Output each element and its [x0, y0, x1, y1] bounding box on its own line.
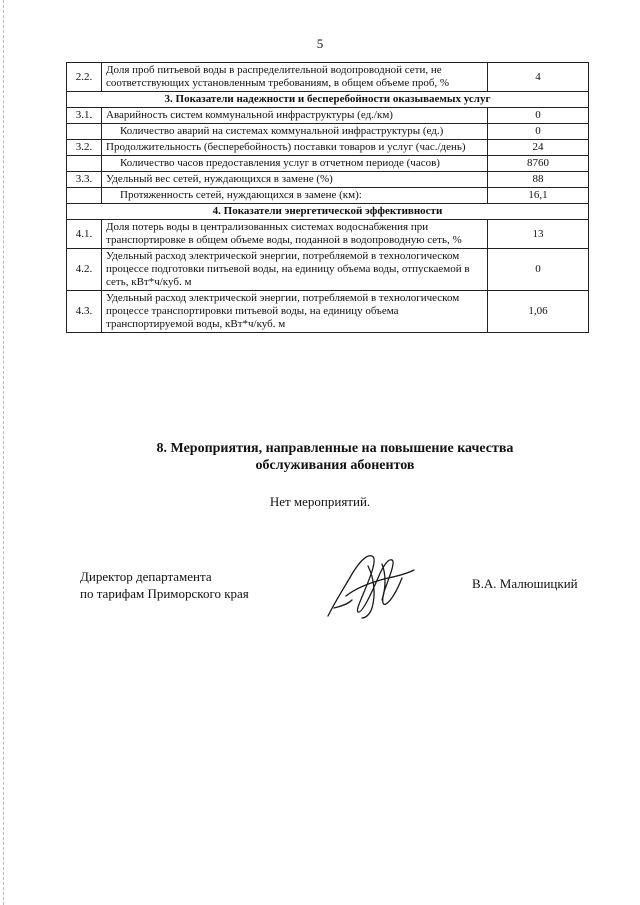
- row-value: 16,1: [488, 188, 589, 204]
- page-number: 5: [316, 36, 324, 51]
- row-label: Количество аварий на системах коммунальной инфраструктуры (ед.): [102, 124, 488, 140]
- row-number: 4.1.: [67, 220, 102, 249]
- handwritten-signature: [322, 548, 418, 622]
- row-value: 24: [488, 140, 589, 156]
- row-value: 0: [488, 124, 589, 140]
- row-label: Удельный расход электрической энергии, потребляемой в технологическом процессе транспортировки питьевой воды, на единицу объема транспортируемой воды, кВт*ч/куб. м: [102, 291, 488, 333]
- signatory-title-line-2: по тарифам Приморского края: [80, 586, 249, 601]
- table-row: [67, 124, 589, 140]
- row-value: 88: [488, 172, 589, 188]
- row-value: 0: [488, 108, 589, 124]
- row-number: [67, 124, 102, 140]
- row-number: 2.2.: [67, 63, 102, 92]
- row-label: Протяженность сетей, нуждающихся в замене (км):: [102, 188, 488, 204]
- scan-edge-line: [3, 0, 5, 905]
- row-value: 13: [488, 220, 589, 249]
- row-label: Доля проб питьевой воды в распределительной водопроводной сети, не соответствующих установленным требованиям, в общем объеме проб, %: [102, 63, 488, 92]
- row-value: 4: [488, 63, 589, 92]
- row-number: 4.2.: [67, 249, 102, 291]
- section-8-title-line-2: обслуживания абонентов: [255, 458, 415, 473]
- row-label: Количество часов предоставления услуг в отчетном периоде (часов): [102, 156, 488, 172]
- table-row: [67, 140, 589, 156]
- row-number: [67, 188, 102, 204]
- row-label: Аварийность систем коммунальной инфраструктуры (ед./км): [102, 108, 488, 124]
- signatory-name: В.А. Малюшицкий: [472, 576, 578, 591]
- table-row: [67, 249, 589, 291]
- table-row: [67, 220, 589, 249]
- section-header-row: [67, 204, 589, 220]
- row-number: 4.3.: [67, 291, 102, 333]
- row-label: Удельный расход электрической энергии, потребляемой в технологическом процессе подготовки питьевой воды, на единицу объема воды, отпускаемой в сеть, кВт*ч/куб. м: [102, 249, 488, 291]
- table-row: [67, 188, 589, 204]
- row-value: 0: [488, 249, 589, 291]
- row-number: 3.3.: [67, 172, 102, 188]
- indicators-table: [66, 62, 589, 333]
- section-3-title: 3. Показатели надежности и бесперебойности оказываемых услуг: [67, 92, 589, 108]
- row-number: 3.2.: [67, 140, 102, 156]
- row-label: Доля потерь воды в централизованных системах водоснабжения при транспортировке в общем объеме воды, поданной в водопроводную сеть, %: [102, 220, 488, 249]
- table-row: [67, 156, 589, 172]
- signatory-title: [80, 568, 249, 602]
- section-8-heading: [100, 440, 570, 474]
- signatory-title-line-1: Директор департамента: [80, 569, 212, 584]
- table-row: [67, 172, 589, 188]
- table-row: [67, 108, 589, 124]
- section-8-title-line-1: 8. Мероприятия, направленные на повышение качества: [156, 441, 514, 456]
- section-4-title: 4. Показатели энергетической эффективности: [67, 204, 589, 220]
- row-label: Удельный вес сетей, нуждающихся в замене (%): [102, 172, 488, 188]
- section-header-row: [67, 92, 589, 108]
- table-row: [67, 63, 589, 92]
- section-8-body: Нет мероприятий.: [269, 494, 371, 509]
- row-label: Продолжительность (бесперебойность) поставки товаров и услуг (час./день): [102, 140, 488, 156]
- table-row: [67, 291, 589, 333]
- row-number: 3.1.: [67, 108, 102, 124]
- row-value: 1,06: [488, 291, 589, 333]
- row-value: 8760: [488, 156, 589, 172]
- row-number: [67, 156, 102, 172]
